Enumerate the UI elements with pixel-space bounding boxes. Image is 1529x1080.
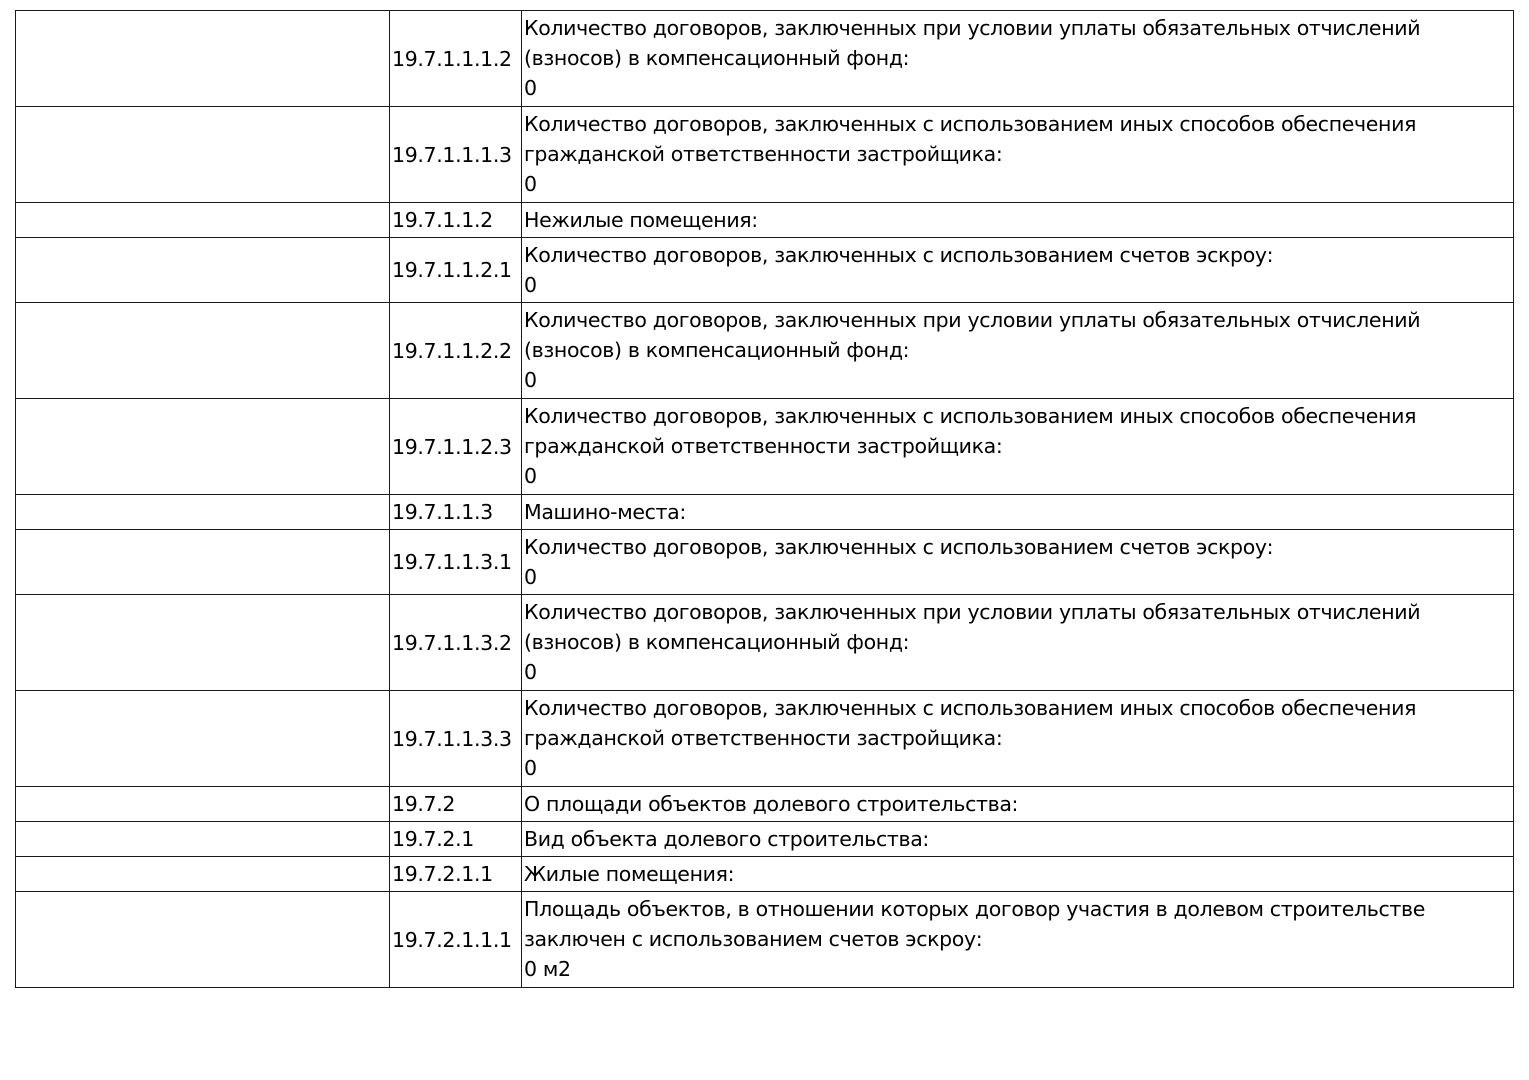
section-code: 19.7.1.1.3.3 bbox=[390, 691, 522, 787]
disclosure-table bbox=[15, 10, 1514, 988]
section-code: 19.7.2.1.1 bbox=[390, 857, 522, 892]
section-description bbox=[522, 11, 1514, 107]
empty-cell bbox=[16, 595, 390, 691]
section-description bbox=[522, 203, 1514, 238]
section-code: 19.7.1.1.2.1 bbox=[390, 238, 522, 303]
field-value: 0 bbox=[524, 660, 537, 684]
empty-cell bbox=[16, 303, 390, 399]
description-line: Нежилые помещения: bbox=[524, 207, 758, 232]
section-description bbox=[522, 857, 1514, 892]
table-row bbox=[16, 822, 1514, 857]
description-line: (взносов) в компенсационный фонд: bbox=[524, 338, 910, 362]
description-line: заключен с использованием счетов эскроу: bbox=[524, 927, 983, 951]
description-line: (взносов) в компенсационный фонд: bbox=[524, 46, 910, 70]
field-value: 0 м2 bbox=[524, 957, 571, 981]
section-code: 19.7.2 bbox=[390, 787, 522, 822]
field-value: 0 bbox=[524, 464, 537, 488]
section-description bbox=[522, 822, 1514, 857]
empty-cell bbox=[16, 787, 390, 822]
section-code: 19.7.1.1.2 bbox=[390, 203, 522, 238]
empty-cell bbox=[16, 238, 390, 303]
description-line: Количество договоров, заключенных с использованием иных способов обеспечения bbox=[524, 696, 1417, 720]
empty-cell bbox=[16, 399, 390, 495]
empty-cell bbox=[16, 495, 390, 530]
empty-cell bbox=[16, 107, 390, 203]
section-description bbox=[522, 238, 1514, 303]
section-code: 19.7.1.1.2.3 bbox=[390, 399, 522, 495]
field-value: 0 bbox=[524, 272, 537, 297]
description-line: гражданской ответственности застройщика: bbox=[524, 142, 1003, 166]
section-code: 19.7.1.1.1.3 bbox=[390, 107, 522, 203]
empty-cell bbox=[16, 530, 390, 595]
description-line: Количество договоров, заключенных при условии уплаты обязательных отчислений bbox=[524, 308, 1421, 332]
section-description bbox=[522, 595, 1514, 691]
description-line: Площадь объектов, в отношении которых договор участия в долевом строительстве bbox=[524, 897, 1425, 921]
description-line: Количество договоров, заключенных при условии уплаты обязательных отчислений bbox=[524, 16, 1421, 40]
empty-cell bbox=[16, 822, 390, 857]
empty-cell bbox=[16, 691, 390, 787]
section-code: 19.7.2.1 bbox=[390, 822, 522, 857]
table-row bbox=[16, 530, 1514, 595]
description-line: Жилые помещения: bbox=[524, 861, 735, 886]
table-row bbox=[16, 857, 1514, 892]
section-code: 19.7.1.1.1.2 bbox=[390, 11, 522, 107]
field-value: 0 bbox=[524, 172, 537, 196]
description-line: гражданской ответственности застройщика: bbox=[524, 726, 1003, 750]
field-value: 0 bbox=[524, 564, 537, 589]
description-line: Количество договоров, заключенных с использованием счетов эскроу: bbox=[524, 534, 1274, 559]
table-row bbox=[16, 399, 1514, 495]
section-description bbox=[522, 691, 1514, 787]
section-code: 19.7.2.1.1.1 bbox=[390, 892, 522, 988]
empty-cell bbox=[16, 892, 390, 988]
table-row bbox=[16, 107, 1514, 203]
table-row bbox=[16, 595, 1514, 691]
empty-cell bbox=[16, 11, 390, 107]
table-row bbox=[16, 203, 1514, 238]
section-code: 19.7.1.1.3 bbox=[390, 495, 522, 530]
description-line: Количество договоров, заключенных при условии уплаты обязательных отчислений bbox=[524, 600, 1421, 624]
empty-cell bbox=[16, 203, 390, 238]
table-row bbox=[16, 787, 1514, 822]
description-line: гражданской ответственности застройщика: bbox=[524, 434, 1003, 458]
description-line: (взносов) в компенсационный фонд: bbox=[524, 630, 910, 654]
description-line: Вид объекта долевого строительства: bbox=[524, 826, 929, 851]
table-row bbox=[16, 892, 1514, 988]
field-value: 0 bbox=[524, 76, 537, 100]
table-row bbox=[16, 495, 1514, 530]
table-row bbox=[16, 691, 1514, 787]
table-body bbox=[16, 11, 1514, 988]
description-line: Количество договоров, заключенных с использованием иных способов обеспечения bbox=[524, 404, 1417, 428]
section-code: 19.7.1.1.2.2 bbox=[390, 303, 522, 399]
description-line: О площади объектов долевого строительства: bbox=[524, 791, 1019, 816]
section-code: 19.7.1.1.3.1 bbox=[390, 530, 522, 595]
description-line: Количество договоров, заключенных с использованием иных способов обеспечения bbox=[524, 112, 1417, 136]
field-value: 0 bbox=[524, 368, 537, 392]
section-description bbox=[522, 892, 1514, 988]
table-row bbox=[16, 238, 1514, 303]
table-row bbox=[16, 303, 1514, 399]
description-line: Количество договоров, заключенных с использованием счетов эскроу: bbox=[524, 242, 1274, 267]
empty-cell bbox=[16, 857, 390, 892]
section-description bbox=[522, 399, 1514, 495]
field-value: 0 bbox=[524, 756, 537, 780]
table-row bbox=[16, 11, 1514, 107]
section-description bbox=[522, 495, 1514, 530]
section-description bbox=[522, 530, 1514, 595]
section-code: 19.7.1.1.3.2 bbox=[390, 595, 522, 691]
description-line: Машино-места: bbox=[524, 499, 686, 524]
section-description bbox=[522, 787, 1514, 822]
section-description bbox=[522, 107, 1514, 203]
section-description bbox=[522, 303, 1514, 399]
